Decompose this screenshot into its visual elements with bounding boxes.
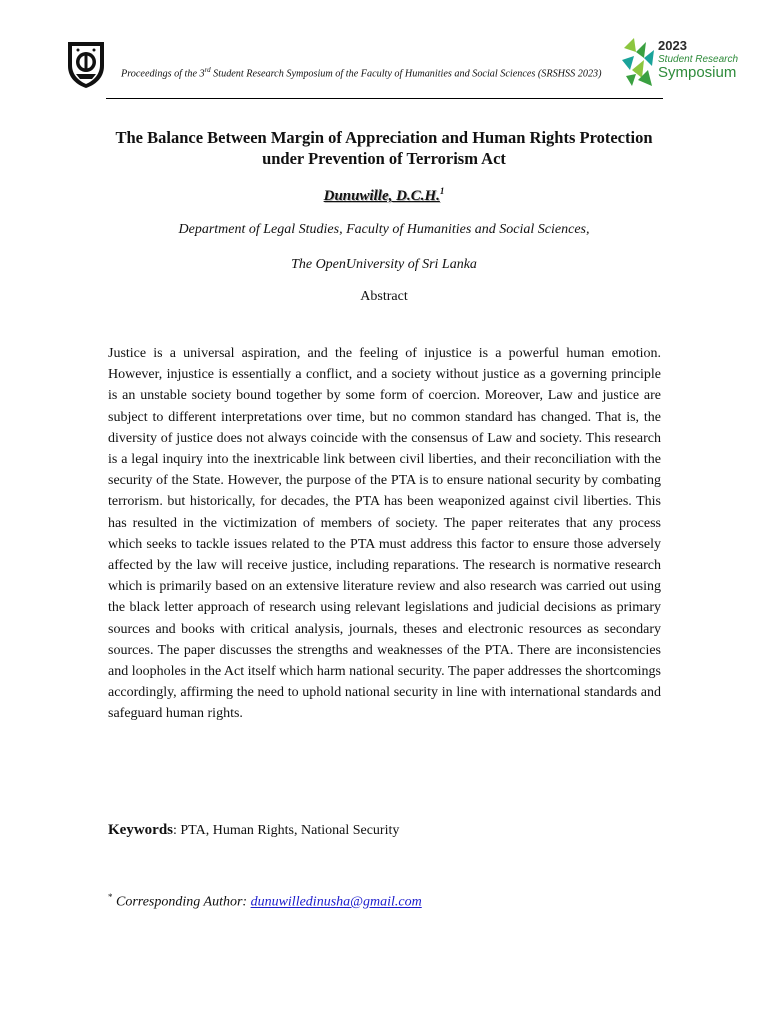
symposium-line2: Symposium xyxy=(658,64,737,81)
paper-title-line1: The Balance Between Margin of Appreciation and Human Rights Protection xyxy=(115,128,653,147)
symposium-line1: Student Research xyxy=(658,54,739,65)
abstract-heading: Abstract xyxy=(360,289,408,304)
keywords-label: Keywords xyxy=(108,822,173,838)
university-crest-logo xyxy=(62,38,110,90)
leaf-cluster-icon xyxy=(622,38,654,86)
keywords-line xyxy=(108,822,399,839)
abstract-body: Justice is a universal aspiration, and the feeling of injustice is a powerful human emotion. However, injustice is essentially a conflict, and a society without justice as a governing principle is an unstable society bound together by some form of coercion. Moreover, Law and justice are subject to different interpretations over time, but no common standard has changed. That is, the diversity of justice does not always coincide with the consensus of Law and society. This research is a legal inquiry into the inextricable link between civil liberties, and their reconciliation with the security of the State. However, the purpose of the PTA is to ensure national security by combating terrorism. but historically, for decades, the PTA has been weaponized against civil liberties. This has resulted in the victimization of members of society. The paper reiterates that any process which seeks to tackle issues related to the PTA must address this factor to ensure those adversely affected by the law will receive justice, including reparations. The research is normative research which is primarily based on an extensive literature review and also research was carried out using the black letter approach of research using relevant legislations and judicial decisions as primary sources and books with critical analysis, journals, theses and electronic resources as secondary sources. The paper discusses the strengths and weaknesses of the PTA. There are inconsistencies and loopholes in the Act itself which harm national security. The paper addresses the shortcomings accordingly, affirming the need to uphold national security in line with international standards and safeguard human rights. xyxy=(108,346,661,722)
author-line xyxy=(0,186,768,205)
header-rule xyxy=(106,98,663,99)
footnote-label: Corresponding Author: xyxy=(112,894,251,910)
symposium-year: 2023 xyxy=(658,38,687,53)
author-name: Dunuwille, D.C.H. xyxy=(323,188,440,204)
affiliation-line1: Department of Legal Studies, Faculty of Humanities and Social Sciences, xyxy=(178,222,590,237)
affiliation-line2: The OpenUniversity of Sri Lanka xyxy=(291,257,477,272)
footnote-mark: * xyxy=(108,892,113,902)
keywords-text: : PTA, Human Rights, National Security xyxy=(173,823,400,838)
running-head: Proceedings of the 3rd Student Research Symposium of the Faculty of Humanities and Social Sciences (SRSHSS 2023) xyxy=(121,66,602,80)
corresponding-author-footnote xyxy=(108,892,422,911)
symposium-logo xyxy=(618,30,739,92)
author-affiliation-mark: 1 xyxy=(439,186,445,196)
author-email-link[interactable]: dunuwilledinusha@gmail.com xyxy=(250,894,422,910)
paper-title-line2: under Prevention of Terrorism Act xyxy=(262,149,506,168)
